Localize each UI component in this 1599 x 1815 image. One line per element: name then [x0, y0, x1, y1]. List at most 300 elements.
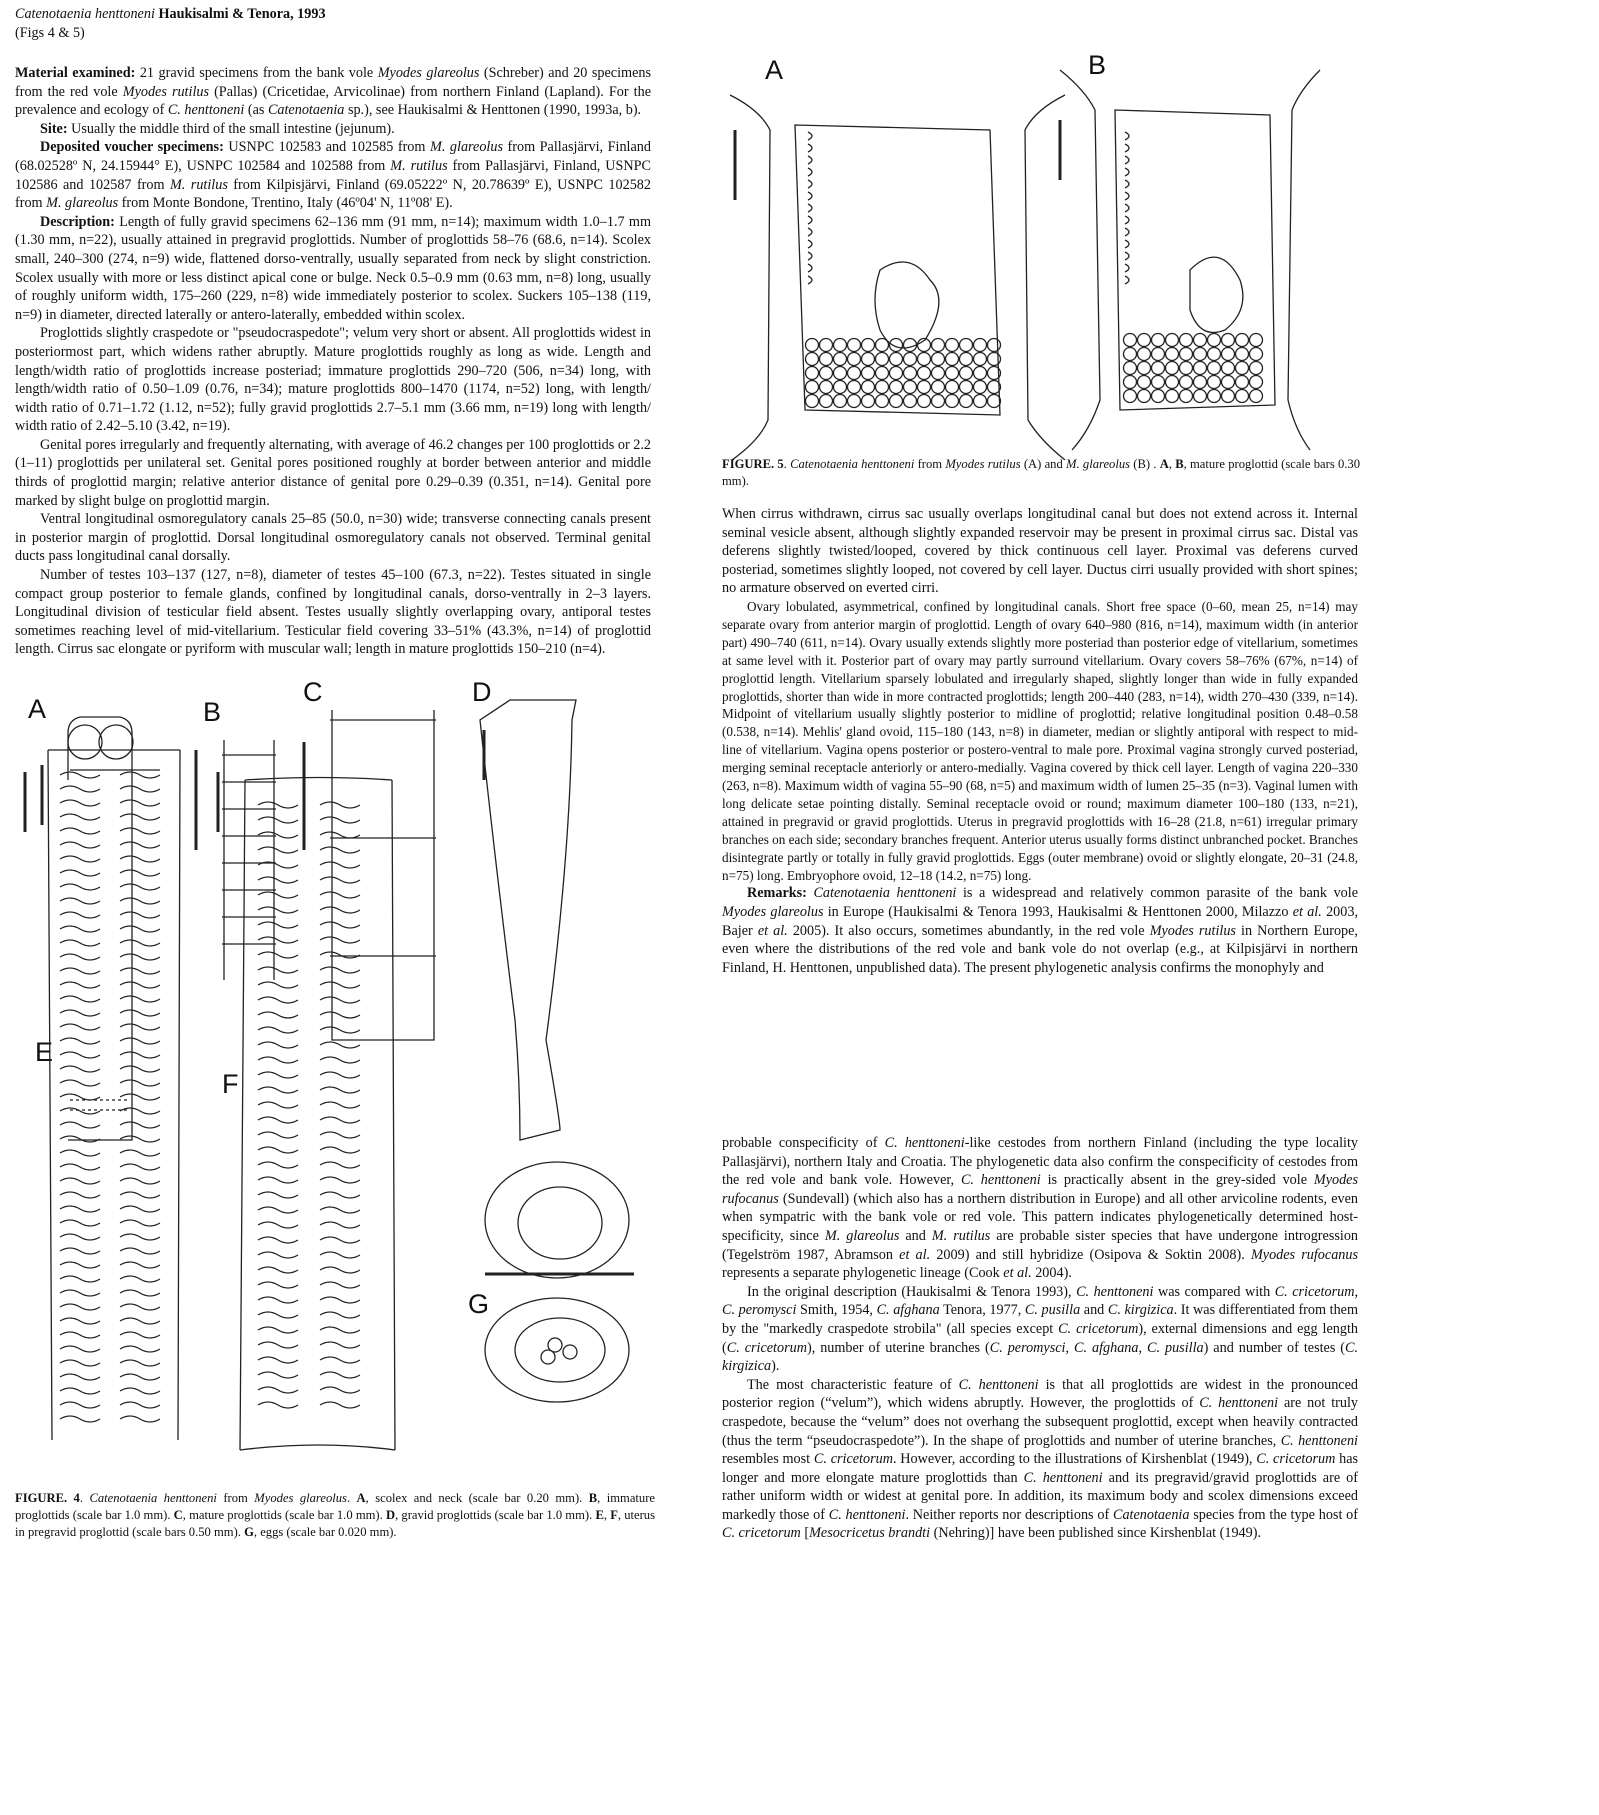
testis	[890, 381, 903, 394]
figure-4-drawing	[0, 660, 650, 1490]
uterus-drawing-f	[218, 772, 395, 1450]
paragraph	[722, 598, 1358, 885]
testis	[932, 353, 945, 366]
uterus-lobe	[1125, 180, 1129, 188]
testis	[918, 381, 931, 394]
italic-run: C. henttoneni	[1076, 1283, 1154, 1300]
testis	[932, 381, 945, 394]
text-run: ,	[1168, 457, 1176, 471]
testis	[848, 367, 861, 380]
italic-run: M. glareolus	[824, 1227, 900, 1244]
figure-4-label-b: B	[203, 697, 222, 727]
text-run: represents a separate phylogenetic lineage (Cook	[722, 1265, 1004, 1282]
text-run: (Pallas) (Cricetidae, Arvicolinae) from northern Finland (Lapland). For the prevalence and ecology of	[15, 83, 651, 119]
text-run: , mature proglottid (scale bars 0.30 mm).	[722, 457, 1361, 488]
testis	[1138, 348, 1151, 361]
text-run: from	[914, 457, 946, 471]
testis	[876, 381, 889, 394]
testis	[1222, 390, 1235, 403]
testis	[960, 381, 973, 394]
text-run: ,	[1138, 1339, 1148, 1356]
testis	[974, 339, 987, 352]
text-run: . However, according to the illustrations of Kirshenblat (1949),	[892, 1451, 1257, 1468]
testis	[1250, 362, 1263, 375]
uterine-branches	[258, 802, 360, 1408]
italic-run: C. henttoneni	[1199, 1395, 1279, 1412]
text-run: has longer and more elongate mature proglottids than	[722, 1451, 1359, 1486]
italic-run: C. peromysci	[989, 1339, 1066, 1356]
uterus-lobe	[1125, 216, 1129, 224]
bold-run: Remarks:	[747, 885, 807, 902]
bold-run: B	[1175, 457, 1184, 471]
testis	[1250, 348, 1263, 361]
testis	[1138, 334, 1151, 347]
uterus-lobe	[808, 156, 812, 164]
italic-run: Myodes rufocanus	[722, 1172, 1358, 1207]
testis	[1166, 362, 1179, 375]
italic-run: et al.	[899, 1246, 931, 1263]
text-run: Usually the middle third of the small intestine (jejunum).	[67, 120, 395, 137]
paragraph	[15, 64, 651, 120]
uterus-lobe	[1125, 192, 1129, 200]
testis	[820, 381, 833, 394]
testis	[904, 353, 917, 366]
text-run: Number of testes 103–137 (127, n=8), diameter of testes 45–100 (67.3, n=22). Testes situated in single compact group posterior to female glands, confined by longitudinal canals, dorso-ventrally in 2–3 layers. Longitudinal division of testicular field absent. Testes usually slightly overlapping ovary, antiporal testes sometimes reaching level of mid-vitellarium. Testicular field covering 33–51% (43.3%, n=14) of proglottid length. Cirrus sac elongate or pyriform with muscular wall; length in mature proglottids 150–210 (n=4).	[15, 567, 651, 658]
testis	[932, 367, 945, 380]
testis	[960, 353, 973, 366]
text-run: USNPC 102583 and 102585 from	[223, 139, 430, 156]
italic-run: Myodes glareolus	[722, 904, 824, 921]
text-run: , gravid proglottids (scale bar 1.0 mm).	[395, 1508, 596, 1522]
testis	[946, 339, 959, 352]
bold-run: Deposited voucher specimens:	[40, 139, 224, 156]
testis	[1194, 362, 1207, 375]
bold-run: FIGURE. 4	[15, 1491, 80, 1505]
text-run: ,	[1065, 1339, 1075, 1356]
testis	[932, 395, 945, 408]
testis	[1166, 376, 1179, 389]
bold-run: G	[244, 1525, 254, 1539]
text-run: (as	[244, 102, 268, 119]
uterus-lobe	[808, 216, 812, 224]
italic-run: C. kirgizica	[1107, 1302, 1174, 1319]
testis	[1250, 334, 1263, 347]
testis	[820, 367, 833, 380]
uterus-lobe	[808, 132, 812, 140]
text-run: ) and number of testes (	[1203, 1339, 1346, 1356]
testis	[1208, 376, 1221, 389]
testis	[918, 395, 931, 408]
testis	[1236, 334, 1249, 347]
testis	[1138, 376, 1151, 389]
bold-run: A	[356, 1491, 366, 1505]
text-run: from Kilpisjärvi, Finland (69.05222º N, 20.78639º E), USNPC 102582 from	[15, 176, 651, 212]
testis	[848, 395, 861, 408]
italic-run: C. kirgizica	[722, 1339, 1359, 1375]
italic-run: C. cricetorum	[1256, 1451, 1336, 1468]
testis	[1194, 376, 1207, 389]
testis	[1236, 348, 1249, 361]
uterus-lobe	[808, 168, 812, 176]
testis	[960, 395, 973, 408]
figure-5-drawing	[720, 40, 1360, 460]
text-run: is practically absent in the grey-sided vole	[1040, 1172, 1314, 1189]
italic-run: M. glareolus	[430, 139, 503, 156]
text-run: ,	[1354, 1283, 1358, 1300]
testis	[1194, 390, 1207, 403]
text-run: [	[800, 1525, 810, 1542]
text-run: , uterus in pregravid proglottid (scale bars 0.50 mm).	[15, 1508, 656, 1539]
text-run: 2004).	[1031, 1265, 1072, 1282]
italic-run: C. henttoneni	[1280, 1432, 1358, 1449]
text-run: . It was differentiated from them by the "markedly craspedote strobila" (all species except	[722, 1302, 1358, 1337]
testis	[1208, 334, 1221, 347]
uterus-lobe	[808, 276, 812, 284]
italic-run: Catenotaenia henttoneni	[89, 1491, 217, 1505]
testis	[1166, 348, 1179, 361]
paragraph	[722, 1134, 1358, 1283]
text-run: ), external dimensions and egg length (	[722, 1320, 1358, 1356]
gravid-proglottid-drawing	[480, 700, 576, 1140]
text-run: -like cestodes from northern Finland (including the type locality Pallasjärvi), northern Italy and Croatia. The phylogenetic data also confirm the conspecificity of cestodes from the red vole and bank vole. However,	[722, 1135, 1358, 1189]
left-column-text	[15, 64, 651, 659]
testis	[932, 339, 945, 352]
italic-run: M. glareolus	[46, 195, 119, 212]
testis	[806, 381, 819, 394]
italic-run: C. henttoneni	[828, 1506, 906, 1523]
testis	[1208, 390, 1221, 403]
italic-run: Myodes rutilus	[945, 457, 1021, 471]
paragraph	[15, 566, 651, 659]
testis	[1180, 334, 1193, 347]
testis	[848, 339, 861, 352]
uterus-lobe	[808, 192, 812, 200]
uterus-lobe	[1125, 144, 1129, 152]
uterus-lobe	[1125, 276, 1129, 284]
text-run: and	[899, 1227, 932, 1244]
text-run: , immature proglottids (scale bar 1.0 mm).	[15, 1491, 655, 1522]
italic-run: Catenotaenia henttoneni	[813, 885, 957, 902]
italic-run: C. henttoneni	[958, 1376, 1039, 1393]
testis	[1236, 362, 1249, 375]
testis	[960, 367, 973, 380]
uterus-lobe	[808, 264, 812, 272]
testis	[876, 339, 889, 352]
text-run: are probable sister species that have undergone introgression (Tegelström 1987, Abramson	[722, 1227, 1359, 1263]
bold-run: F	[610, 1508, 618, 1522]
testis	[1152, 334, 1165, 347]
text-run: (Schreber) and 20 specimens from the red vole	[15, 65, 651, 100]
figure-4-label-a: A	[28, 694, 47, 724]
italic-run: M. rutilus	[169, 176, 228, 193]
figure-4-label-g: G	[468, 1289, 490, 1319]
uterus-lobe	[1125, 264, 1129, 272]
testis	[806, 367, 819, 380]
text-run: ,	[603, 1508, 611, 1522]
testis	[862, 339, 875, 352]
testis	[1180, 390, 1193, 403]
testis	[862, 353, 875, 366]
text-run: from Pallasjärvi, Finland (68.02528º N, 24.15944° E), USNPC 102584 and 102588 from	[15, 139, 651, 174]
bold-run: A	[1159, 457, 1169, 471]
testis	[806, 395, 819, 408]
testis	[834, 395, 847, 408]
uterus-lobe	[808, 228, 812, 236]
bold-run: C	[173, 1508, 183, 1522]
testis	[820, 339, 833, 352]
italic-run: et al.	[757, 922, 788, 939]
figure-4-label-d: D	[472, 677, 492, 707]
italic-run: Myodes rufocanus	[1250, 1246, 1359, 1263]
testis	[1250, 390, 1263, 403]
testis	[1250, 376, 1263, 389]
text-run: .	[783, 457, 791, 471]
italic-run: C. henttoneni	[884, 1135, 965, 1151]
italic-run: M. glareolus	[1066, 457, 1131, 471]
text-run: Length of fully gravid specimens 62–136 mm (91 mm, n=14); maximum width 1.0–1.7 mm (1.30 mm, n=22), usually attained in pregravid proglottids. Number of proglottids 58–76 (68.6, n=14). Scolex small, 240–300 (274, n=9) wide, flattened dorso-ventrally, usually separated from neck by slight constriction. Scolex usually with more or less distinct apical cone or bulge. Neck 0.5–0.9 mm (0.63 mm, n=8) long, usually of roughly uniform width, 175–260 (229, n=8) wide immediately posterior to scolex. Suckers 105–138 (119, n=9) in diameter, directed laterally or antero-laterally, embedded within scolex.	[15, 213, 651, 323]
italic-run: et al.	[1003, 1265, 1032, 1282]
text-run: species from the type host of	[1189, 1506, 1359, 1523]
text-run: in Northern Europe, even where the distributions of the red vole and bank vole do not overlap (e.g., at Kilpisjärvi in northern Finland, H. Henttonen, unpublished data). The present phylogenetic analysis confirms the monophyly and	[722, 922, 1358, 976]
testis	[988, 395, 1001, 408]
testis	[918, 353, 931, 366]
testis	[1138, 362, 1151, 375]
text-run: probable conspecificity of	[722, 1135, 885, 1151]
bold-run: D	[385, 1508, 396, 1522]
testis	[946, 353, 959, 366]
testis	[904, 381, 917, 394]
text-run: When cirrus withdrawn, cirrus sac usually overlaps longitudinal canal but does not extend across it. Internal seminal vesicle absent, although slightly expanded reservoir may be present in proximal cirrus sac. Distal vas deferens slightly twisted/looped, covered by thick continuous cell layer. Proximal vas deferens curved posteriad, sometimes slightly looped, not covered by cell layer. Ductus cirri usually provided with short spines; no armature observed on everted cirri.	[722, 506, 1358, 597]
uterus-lobe	[808, 240, 812, 248]
text-run: , mature proglottids (scale bar 1.0 mm).	[182, 1508, 386, 1522]
italic-run: Myodes rutilus	[122, 83, 209, 100]
testis	[820, 395, 833, 408]
testis	[1194, 348, 1207, 361]
italic-run: M. rutilus	[390, 157, 448, 174]
italic-run: C. cricetorum	[1274, 1283, 1355, 1300]
uterus-lobe	[1125, 240, 1129, 248]
uterus-lobe	[808, 180, 812, 188]
testis	[876, 367, 889, 380]
italic-run: C. pusilla	[1147, 1339, 1204, 1356]
testis	[890, 395, 903, 408]
uterus-lobe	[808, 204, 812, 212]
text-run: (A) and	[1020, 457, 1067, 471]
uterus-lobe	[1125, 252, 1129, 260]
testis	[890, 353, 903, 366]
testis	[1124, 348, 1137, 361]
testis	[1180, 348, 1193, 361]
text-run: sp.), see Haukisalmi & Henttonen (1990, 1993a, b).	[344, 102, 642, 119]
uterus-lobe	[808, 252, 812, 260]
text-run: (Nehring)] have been published since Kirshenblat (1949).	[930, 1525, 1262, 1542]
testis	[806, 339, 819, 352]
text-run: from Monte Bondone, Trentino, Italy (46º04' N, 11º08' E).	[118, 195, 453, 212]
italic-run: M. rutilus	[931, 1227, 991, 1244]
italic-run: C. cricetorum	[813, 1451, 893, 1468]
paragraph	[15, 510, 651, 566]
testis	[1180, 376, 1193, 389]
paragraph	[15, 324, 651, 436]
italic-run: C. cricetorum	[1058, 1320, 1139, 1337]
testis	[1222, 348, 1235, 361]
paragraph	[722, 1283, 1358, 1376]
text-run: The most characteristic feature of	[747, 1376, 959, 1393]
bold-run: B	[588, 1491, 598, 1505]
testis	[806, 353, 819, 366]
text-run: and	[1080, 1302, 1108, 1319]
testis	[946, 367, 959, 380]
testis	[904, 395, 917, 408]
testis	[862, 395, 875, 408]
text-run: , scolex and neck (scale bar 0.20 mm).	[365, 1491, 589, 1505]
testis	[834, 339, 847, 352]
italic-run: Catenotaenia henttoneni	[15, 6, 155, 22]
italic-run: C. henttoneni	[1023, 1469, 1103, 1486]
italic-run: Myodes rutilus	[1149, 922, 1236, 939]
italic-run: Myodes glareolus	[377, 65, 480, 81]
testis	[834, 353, 847, 366]
text-run: .	[346, 1491, 357, 1505]
text-run: ).	[771, 1358, 780, 1375]
uterus-lobe	[1125, 168, 1129, 176]
text-run: 2009) and still hybridize (Osipova & Soktin 2008).	[930, 1246, 1251, 1263]
figure-5-caption	[722, 456, 1360, 490]
paragraph	[15, 436, 651, 510]
testis	[904, 367, 917, 380]
italic-run: C. pusilla	[1024, 1302, 1081, 1319]
testis	[1124, 334, 1137, 347]
italic-run: C. afghana	[876, 1302, 940, 1319]
testis	[1236, 390, 1249, 403]
testis	[946, 381, 959, 394]
italic-run: Catenotaenia	[1113, 1506, 1190, 1523]
testis	[1236, 376, 1249, 389]
bold-run: Haukisalmi & Tenora, 1993	[154, 6, 326, 22]
italic-run: Myodes glareolus	[254, 1491, 347, 1505]
testis	[946, 395, 959, 408]
testis	[1138, 390, 1151, 403]
bold-run: E	[595, 1508, 604, 1522]
figure-5-label-b: B	[1088, 50, 1107, 80]
testis	[1152, 348, 1165, 361]
text-run: In the original description (Haukisalmi & Tenora 1993),	[747, 1283, 1077, 1300]
italic-run: Catenotaenia henttoneni	[790, 457, 915, 471]
right-column-text-bottom	[722, 1134, 1358, 1543]
testis	[1124, 376, 1137, 389]
testis	[960, 339, 973, 352]
testis	[862, 381, 875, 394]
eggs-drawing	[485, 1162, 634, 1402]
testis	[876, 395, 889, 408]
paragraph	[722, 1376, 1358, 1543]
text-run: .	[79, 1491, 90, 1505]
uterus-lobe	[1125, 204, 1129, 212]
testis	[1180, 362, 1193, 375]
text-run: from	[216, 1491, 255, 1505]
italic-run: C. henttoneni	[960, 1172, 1041, 1189]
bold-run: Material examined:	[15, 65, 136, 81]
text-run: Genital pores irregularly and frequently alternating, with average of 46.2 changes per 100 proglottids or 2.2 (1–11) proglottids per unilateral set. Genital pores positioned roughly at border between anterior and middle thirds of proglottid margin; relative anterior distance of genital pore 0.29–0.39 (0.351, n=14). Genital pore marked by slight bulge on proglottid margin.	[15, 436, 651, 509]
testis	[1152, 362, 1165, 375]
testis	[862, 367, 875, 380]
paragraph	[15, 138, 651, 212]
italic-run: C. cricetorum	[722, 1525, 801, 1542]
text-run: 2003, Bajer	[722, 904, 1358, 939]
text-run: was compared with	[1153, 1283, 1275, 1300]
testis	[876, 353, 889, 366]
text-run: Proglottids slightly craspedote or "pseudocraspedote"; velum very short or absent. All proglottids widest in posteriormost part, which widens rather abruptly. Mature proglottids roughly as long as wide. Length and length/width ratio of proglottids increase posteriad; immature proglottids 290–720 (506, n=34) long, with length/width ratio of 0.50–1.09 (0.76, n=34); mature proglottids 800–1470 (1174, n=52) long, with length/ width ratio of 0.71–1.72 (1.12, n=52); fully gravid proglottids 2.7–5.1 mm (3.66 mm, n=19) long with length/ width ratio of 2.42–5.10 (3.42, n=19).	[15, 325, 651, 435]
testis	[820, 353, 833, 366]
testis	[848, 353, 861, 366]
text-run: 2005). It also occurs, sometimes abundantly, in the red vole	[787, 922, 1150, 939]
text-run: (B) .	[1130, 457, 1160, 471]
text-run: , eggs (scale bar 0.020 mm).	[253, 1525, 397, 1539]
testis	[988, 339, 1001, 352]
testis	[1124, 362, 1137, 375]
bold-run: FIGURE. 5	[722, 457, 784, 471]
figure-reference: (Figs 4 & 5)	[15, 24, 85, 41]
text-run: from Pallasjärvi, Finland, USNPC 102586 and 102587 from	[15, 157, 652, 193]
right-column-text-top	[722, 505, 1358, 977]
uterus-lobe	[808, 144, 812, 152]
italic-run: et al.	[1292, 904, 1322, 921]
text-run: 21 gravid specimens from the bank vole	[135, 65, 378, 81]
testis	[1166, 334, 1179, 347]
figure-4-label-f: F	[222, 1069, 239, 1099]
text-run: is that all proglottids are widest in the pronounced posterior region (“velum”), which widens abruptly. However, the proglottids of	[722, 1376, 1358, 1412]
text-run: Tenora, 1977,	[939, 1302, 1025, 1319]
paragraph	[15, 120, 651, 139]
text-run: resembles most	[722, 1451, 814, 1468]
testis	[1222, 334, 1235, 347]
italic-run: C. peromysci	[722, 1302, 797, 1319]
species-heading	[15, 5, 655, 42]
testis	[1152, 376, 1165, 389]
paragraph	[722, 505, 1358, 598]
figure-4-label-e: E	[35, 1037, 54, 1067]
text-run: Ovary lobulated, asymmetrical, confined by longitudinal canals. Short free space (0–60, mean 25, n=14) may separate ovary from anterior margin of proglottid. Length of ovary 640–980 (816, n=14), maximum width (in anterior part) 490–740 (611, n=14). Ovary usually extends slightly more posteriad than posterior edge of vitellarium, sometimes at same level with it. Posterior part of ovary may partly surround vitellarium. Ovary covers 58–76% (67%, n=14) of proglottid length. Vitellarium sparsely lobulated and irregularly shaped, slightly longer than wide in fully expanded proglottids, shorter than wide in more contracted proglottids; length 200–440 (283, n=14), width 270–430 (339, n=14). Midpoint of vitellarium usually slightly posterior to midline of proglottid; relative longitudinal position 0.48–0.58 (0.538, n=14). Mehlis' gland ovoid, 115–180 (143, n=8) in diameter, median or slightly antiporal with respect to mid-line of vitellarium. Vagina opens posterior or postero-ventral to male pore. Proximal vagina strongly curved posteriad, merging seminal receptacle anteriorly or antero-medially. Vagina covered by thick cell layer. Length of vagina 220–330 (263, n=8). Maximum width of vagina 55–90 (68, n=5) and maximum width of lumen 25–35 (n=3). Vaginal lumen with long delicate setae pointing distally. Seminal receptacle ovoid or round; maximum diameter 100–180 (133, n=21), attained in pregravid or gravid proglottids. Uterus in pregravid proglottids with 16–28 (21.8, n=61) irregular primary branches on each side; secondary branches frequent. Anterior uterus usually forms distinct unbranched pocket. Branches disintegrate partly or totally in fully gravid proglottids. Eggs (outer membrane) ovoid or slightly elongate, 20–31 (24.8, n=75) long. Embryophore ovoid, 12–18 (14.2, n=75) long.	[722, 598, 1358, 883]
figure-4-label-c: C	[303, 677, 323, 707]
text-run: ), number of uterine branches (	[806, 1339, 990, 1356]
testis	[1152, 390, 1165, 403]
testis	[890, 367, 903, 380]
uterus-lobe	[1125, 228, 1129, 236]
testis	[1222, 362, 1235, 375]
italic-run: Catenotaenia	[267, 102, 345, 119]
testis	[1222, 376, 1235, 389]
paragraph	[722, 884, 1358, 977]
text-run: (Sundevall) (which also has a northern distribution in Europe) and all other arvicoline rodents, even when sympatric with the bank vole or red vole. This pattern indicates phylogenetically determined host-specificity, since	[722, 1190, 1358, 1244]
testis	[974, 353, 987, 366]
text-run: in Europe (Haukisalmi & Tenora 1993, Haukisalmi & Henttonen 2000, Milazzo	[823, 904, 1293, 921]
text-run: are not truly craspedote, because the “velum” does not overhang the subsequent proglottid, except when heavily contracted (thus the term “pseudocraspedote”). In the shape of proglottids and number of uterine branches,	[722, 1395, 1359, 1449]
text-run: Ventral longitudinal osmoregulatory canals 25–85 (50.0, n=30) wide; transverse connecting canals present in posterior margin of proglottid. Dorsal longitudinal osmoregulatory canals not observed. Terminal genital ducts pass longitudinal canal dorsally.	[15, 511, 651, 565]
text-run: and its pregravid/gravid proglottids are of rather uniform width or widest at genital pore. In addition, its maximum body and scolex dimensions exceed markedly those of	[722, 1469, 1359, 1523]
species-title	[15, 5, 655, 24]
italic-run: C. afghana	[1074, 1339, 1139, 1356]
uterus-lobe	[1125, 132, 1129, 140]
text-run: is a widespread and relatively common parasite of the bank vole	[956, 885, 1358, 902]
scolex-drawing	[42, 717, 133, 1140]
italic-run: Mesocricetus brandti	[809, 1525, 931, 1542]
mature-proglottids-drawing	[304, 710, 436, 1040]
text-run: . Neither reports nor descriptions of	[905, 1506, 1113, 1523]
mature-proglottid-b	[1060, 70, 1320, 450]
testis	[974, 367, 987, 380]
bold-run: Site:	[40, 120, 68, 137]
bold-run: Description:	[40, 213, 115, 230]
